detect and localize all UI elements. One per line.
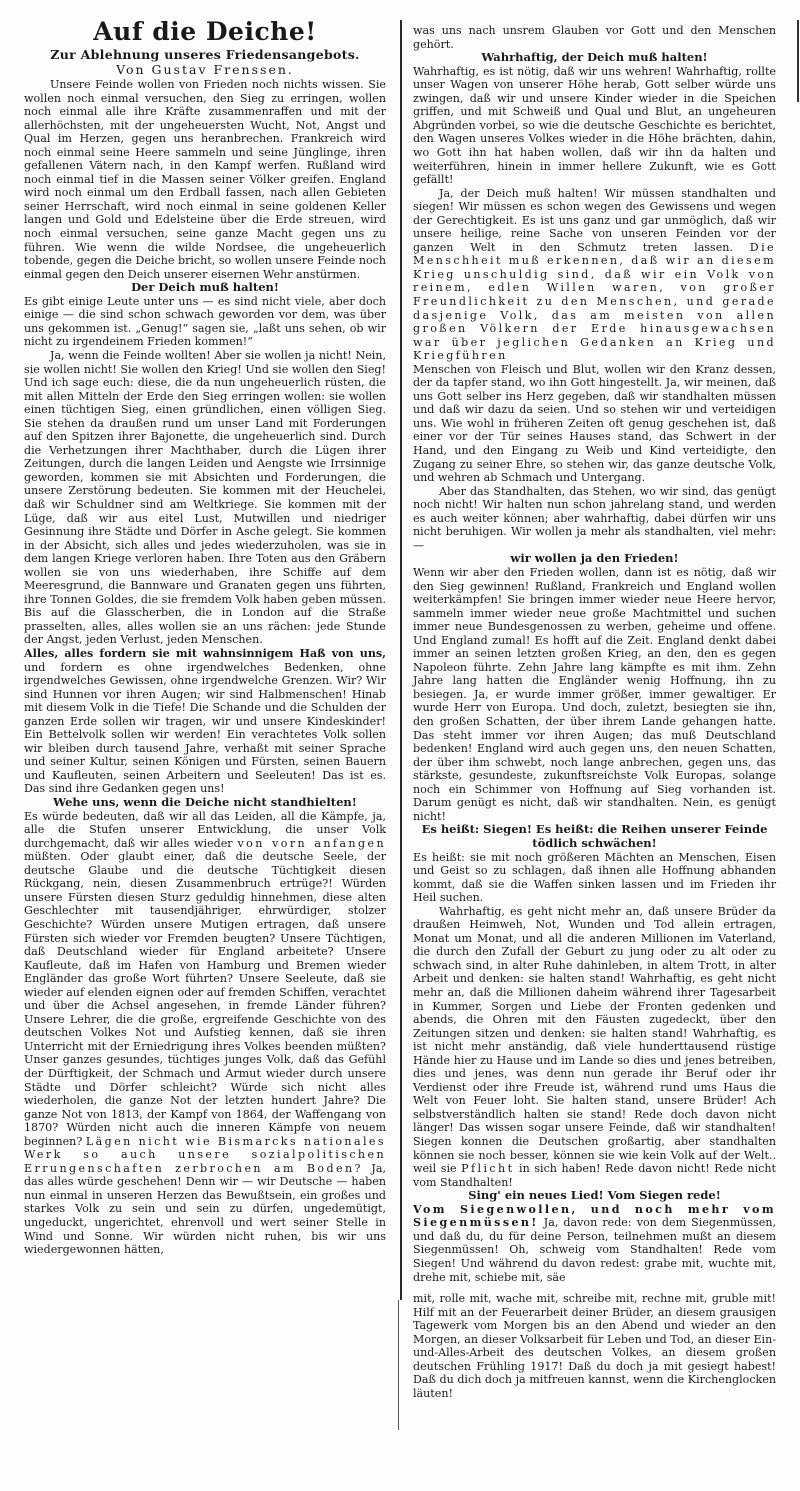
column-gap	[413, 1284, 776, 1292]
paragraph-text: Ja, der Deich muß halten! Wir müssen standhalten und siegen! Wir müssen es schon wegen des Gewissens und wegen der Gerechtigkeit. Es ist uns ganz und gar unmöglich, daß wir unsere heilige, reine Sache von unseren Feinden vor der ganzen Welt in den Schmutz treten lassen.	[413, 186, 776, 254]
article-title: Auf die Deiche!	[93, 17, 317, 46]
paragraph-text: Aber das Standhalten, das Stehen, wo wir sind, das genügt noch nicht! Wir halten nun schon jahrelang stand, und werden es auch weiter können; aber wahrhaftig, dabei dürfen wir uns nicht beruhigen. Wir wollen ja mehr als standhalten, viel mehr: —	[413, 484, 776, 552]
article-subtitle: Zur Ablehnung unseres Friedensangebots.	[50, 47, 360, 62]
adjacent-column-rule	[797, 20, 799, 102]
paragraph-text: mit, rolle mit, wache mit, schreibe mit, rechne mit, gruble mit! Hilf mit an der Feuerarbeit deiner Brüder, an diesem grausigen Tagewerk vom Morgen bis an den Abend und wieder an den Morgen, an dieser Volksarbeit für Leben und Tod, an dieser Ein-und-Alles-Arbeit des deutschen Volkes, an diesem großen deutschen Frühling 1917! Daß du doch ja mit gesiegt habest! Daß du dich doch ja mitfreuen kannst, wenn die Kirchenglocken läuten!	[413, 1292, 776, 1400]
article-paragraph	[413, 24, 776, 51]
section-subheading: Wahrhaftig, der Deich muß halten!	[481, 50, 708, 65]
article-paragraph	[413, 566, 776, 823]
paragraph-text: Wenn wir aber den Frieden wollen, dann ist es nötig, daß wir den Sieg gewinnen! Rußland, Frankreich und England wollen weiterkämpfen! Sie bringen immer wieder neue Heere hervor, sammeln immer wieder neue große Machtmittel und suchen immer neue Bundesgenossen zu werben, geheime und offene. Und England zumal! Es hofft auf die Zeit. England denkt dabei immer an seinen letzten großen Krieg, an den, den es gegen Napoleon führte. Zehn Jahre lang kämpfte es mit ihm. Zehn Jahre lang hatten die Engländer wenig Hoffnung, ihn zu besiegen. Ja, er wurde immer größer, immer gewaltiger. Er wurde Herr von Europa. Und doch, zuletzt, besiegten sie ihn, den großen Schatten, der über ihrem Lande gehangen hatte. Das steht immer vor ihren Augen; das muß Deutschland bedenken! England wird auch gegen uns, den neuen Schatten, der über ihm schwebt, noch lange anbrechen, gegen uns, das stärkste, gesundeste, zukunftsreichste Volk Europas, solange noch ein Schimmer von Hoffnung auf Sieg vorhanden ist. Darum genügt es nicht, daß wir standhalten. Nein, es genügt nicht!	[413, 565, 776, 823]
paragraph-text: Ja, davon rede: von dem Siegenmüssen, und daß du, du für deine Person, teilnehmen mußt an diesem Siegenmüssen! Oh, schweig vom Standhalten! Rede vom Siegen! Und während du davon redest: grabe mit, wuchte mit, drehe mit, schiebe mit, säe	[413, 1216, 776, 1284]
left-column	[24, 18, 386, 1257]
column-divider	[400, 20, 402, 1300]
paragraph-text: Ja, das alles würde geschehen! Denn wir — wir Deutsche — haben nun einmal in unseren Herzen das Bewußtsein, ein großes und starkes Volk zu sein und sein zu dürfen, ungedemütigt, ungeduckt, ungerichtet, ehrenvoll und wert seiner Stelle in Wind und Sonne. Wir würden nicht ruhen, bis wir uns wiedergewonnen hätten,	[24, 1161, 386, 1257]
section-subheading: wir wollen ja den Frieden!	[510, 551, 679, 566]
spaced-emphasis-text: von vorn anfangen	[237, 836, 386, 850]
article-paragraph	[24, 78, 386, 281]
emphasized-text: Alles, alles fordern sie mit wahnsinnigem Haß von uns,	[24, 647, 386, 661]
section-subheading: Es heißt: Siegen! Es heißt: die Reihen unserer Feinde tödlich schwächen!	[421, 822, 768, 850]
paragraph-text: Es gibt einige Leute unter uns — es sind nicht viele, aber doch einige — die sind schon schwach geworden vor dem, was über uns gekommen ist. „Genug!“ sagen sie, „laßt uns sehen, ob wir nicht zu irgendeinem Frieden kommen!“	[24, 294, 386, 349]
column-divider-lower	[398, 1300, 399, 1430]
section-subheading: Der Deich muß halten!	[131, 280, 279, 295]
paragraph-text: Wahrhaftig, es ist nötig, daß wir uns wehren! Wahrhaftig, rollte unser Wagen von unserer Höhe herab, Gott selber würde uns zwingen, daß wir und unsere Kinder wieder in die Speichen griffen, und mit Schweiß und Qual und Blut, an ungeheuren Abgründen vorbei, so wie die deutsche Geschichte es berichtet, den Wagen unseres Volkes wieder in die Höhe brächten, dahin, wo Gott ihn hat haben wollen, daß wir ihn da halten und weiterführen, hinein in immer hellere Zukunft, wie es Gott gefällt!	[413, 64, 776, 187]
spaced-emphasis-text: Vom Siegenwollen, und noch mehr vom Siegenmüssen!	[413, 1202, 776, 1230]
paragraph-text: Wahrhaftig, es geht nicht mehr an, daß unsere Brüder da draußen Heimweh, Not, Wunden und Tod allein ertragen, Monat um Monat, und all die anderen Millionen im Vaterland, die durch den Zufall der Geburt zu jung oder zu alt oder zu schwach sind, in alter Ruhe dahinleben, in altem Trott, in alter Arbeit und denken: sie halten stand! Wahrhaftig, es geht nicht mehr an, daß die Millionen daheim während ihrer Tagesarbeit in Kummer, Sorgen und Liebe der Fronten gedenken und abends, die Ohren mit den Fäusten zugedeckt, über den Zeitungen sitzen und denken: sie halten stand! Wahrhaftig, es ist nicht mehr anständig, daß viele hunderttausend rüstige Hände hier zu Hause und im Lande so dies und jenes betreiben, dies und jenes, was denn nun gerade ihr Beruf oder ihr Verdienst oder ihre Freude ist, während rund ums Haus die Welt von Feuer loht. Sie halten stand, unsere Brüder! Ach selbstverständlich halten sie stand! Rede doch davon nicht länger! Das wissen sogar unsere Feinde, daß wir standhalten! Siegen konnen die Deutschen großartig, aber standhalten können sie noch besser, können sie wie kein Volk auf der Welt.. weil sie	[413, 904, 776, 1176]
article-byline: Von Gustav Frenssen.	[116, 62, 294, 77]
section-subheading: Wehe uns, wenn die Deiche nicht standhielten!	[53, 795, 357, 810]
article-paragraph	[413, 1292, 776, 1400]
article-paragraph	[413, 363, 776, 485]
spaced-emphasis-text: Lägen nicht wie Bismarcks nationales Werk so auch unsere sozialpolitischen Errungenschaften zerbrochen am Boden?	[24, 1134, 386, 1175]
article-paragraph	[413, 485, 776, 553]
paragraph-text: Ja, wenn die Feinde wollten! Aber sie wollen ja nicht! Nein, sie wollen nicht! Sie wollen den Krieg! Und sie wollen den Sieg! Und ich sage euch: diese, die da nun ungeheuerlich rüsten, die mit allen Mitteln der Erde den Sieg erringen wollen: sie wollen einen tüchtigen Sieg, einen gründlichen, einen völligen Sieg. Sie stehen da draußen rund um unser Land mit Forderungen auf den Spitzen ihrer Bajonette, die ungeheuerlich sind. Durch die Verhetzungen ihrer Machthaber, durch die Lügen ihrer Zeitungen, durch die langen Leiden und Aengste wie Irrsinnige geworden, kommen sie mit Absichten und Forderungen, die unsere Zerstörung bedeuten. Sie kommen mit der Heuchelei, daß wir Schuldner sind am Weltkriege. Sie kommen mit der Lüge, daß wir aus eitel Lust, Mutwillen und niedriger Gesinnung ihre Städte und Dörfer in Asche gelegt. Sie kommen in der Absicht, sich alles und jedes wiederzuholen, was sie in dem langen Kriege verloren haben. Ihre Toten aus den Gräbern wollen sie von uns wiederhaben, ihre Schiffe auf dem Meeresgrund, die Bannware und Granaten gegen uns führten, ihre Tonnen Goldes, die sie fremdem Volk haben geben müssen. Bis auf die Glasscherben, die in London auf die Straße prasselten, alles, alles wollen sie an uns rächen: jede Stunde der Angst, jeden Verlust, jeden Menschen.	[24, 348, 386, 647]
section-subheading: Sing' ein neues Lied! Vom Siegen rede!	[468, 1188, 721, 1203]
paragraph-text: Es heißt: sie mit noch größeren Mächten an Menschen, Eisen und Geist so zu schlagen, daß ihnen alle Hoffnung abhanden kommt, daß sie die Waffen sinken lassen und im Frieden ihr Heil suchen.	[413, 850, 776, 905]
article-paragraph	[413, 905, 776, 1189]
left-column-body	[24, 78, 386, 1257]
article-paragraph	[24, 647, 386, 796]
article-paragraph	[413, 1203, 776, 1284]
right-column	[413, 24, 776, 1400]
article-paragraph	[24, 349, 386, 647]
article-paragraph	[24, 810, 386, 1257]
right-column-body	[413, 24, 776, 1400]
paragraph-text: müßten. Oder glaubt einer, daß die deutsche Seele, der deutsche Glaube und die deutsche Tüchtigkeit diesen Rückgang, nein, diesen Zusammenbruch ertrüge?! Würden unsere Fürsten diesen Sturz geduldig hinnehmen, diese alten Geschlechter mit tausendjähriger, ehrwürdiger, stolzer Geschichte? Würden unsere Mutigen ertragen, daß unsere Fürsten sich wieder vor Fremden beugten? Unsere Tüchtigen, daß Deutschland wieder für England arbeitete? Unsere Kaufleute, daß im Hafen von Hamburg und Bremen wieder Engländer das große Wort führten? Unsere Seeleute, daß sie wieder auf elenden eignen oder auf fremden Schiffen, verachtet und über die Achsel angesehen, in fremde Länder führen? Unsere Lehrer, die die große, ergreifende Geschichte von des deutschen Volkes Not und Aufstieg kennen, daß sie ihren Unterricht mit der Erniedrigung ihres Volkes beenden müßten? Unser ganzes gesundes, tüchtiges junges Volk, daß das Gefühl der Dürftigkeit, der Schmach und Armut wieder durch unsere Städte und Dörfer schleicht? Würde sich nicht alles wiederholen, die ganze Not der letzten hundert Jahre? Die ganze Not von 1813, der Kampf von 1864, der Waffengang von 1870? Würden nicht auch die inneren Kämpfe von neuem beginnen?	[24, 850, 386, 1148]
paragraph-text: was uns nach unsrem Glauben vor Gott und den Menschen gehört.	[413, 24, 776, 51]
paragraph-text: Menschen von Fleisch und Blut, wollen wir den Kranz dessen, der da tapfer stand, wo ihn Gott hingestellt. Ja, wir meinen, daß uns Gott selber ins Herz gegeben, daß wir standhalten müssen und daß wir dazu da seien. Und so stehen wir und verteidigen uns. Wie wohl in früheren Zeiten oft genug geschehen ist, daß einer vor der Tür seines Hauses stand, das Schwert in der Hand, und den Eingang zu Weib und Kind verteidigte, den Zugang zu seiner Ehre, so stehen wir, das ganze deutsche Volk, und wehren ab Schmach und Untergang.	[413, 362, 776, 485]
paragraph-text: Unsere Feinde wollen von Frieden noch nichts wissen. Sie wollen noch einmal versuchen, den Sieg zu erringen, wollen noch einmal alle ihre Kräfte zusammenraffen und mit der allerhöchsten, mit der ungeheuersten Wucht, Not, Angst und Qual im Herzen, gegen uns heranbrechen. Frankreich wird noch einmal seine Heere sammeln und seine Jünglinge, ihren gefallenen Vätern nach, in den Kampf werfen. Rußland wird noch einmal tief in die Massen seiner Völker greifen. England wird noch einmal um den Erdball fassen, nach allen Gebieten seiner Herrschaft, wird noch einmal in seine goldenen Keller langen und Gold und Edelsteine über die Erde streuen, wird noch einmal versuchen, seine ganze Macht gegen uns zu führen. Wie wenn die wilde Nordsee, die ungeheuerlich tobende, gegen die Deiche bricht, so wollen unsere Feinde noch einmal gegen den Deich unserer eisernen Wehr anstürmen.	[24, 78, 386, 281]
spaced-emphasis-text: Pflicht	[461, 1162, 515, 1176]
article-paragraph	[413, 65, 776, 187]
spaced-emphasis-text: Die Menschheit muß erkennen, daß wir an diesem Krieg unschuldig sind, daß wir ein Volk von reinem, edlen Willen waren, von großer Freundlichkeit zu den Menschen, und gerade dasjenige Volk, das am meisten von allen großen Völkern der Erde hinausgewachsen war über jeglichen Gedanken an Krieg und Kriegführen	[413, 240, 776, 363]
article-paragraph	[413, 851, 776, 905]
article-paragraph	[24, 295, 386, 349]
article-paragraph	[413, 187, 776, 363]
paragraph-text: Es würde bedeuten, daß wir all das Leiden, all die Kämpfe, ja, alle die Stufen unserer Entwicklung, die unser Volk durchgemacht, daß wir alles wieder	[24, 809, 386, 850]
paragraph-text: und fordern es ohne irgendwelches Bedenken, ohne irgendwelches Gewissen, ohne irgendwelche Grenzen. Wir? Wir sind Hunnen vor ihren Augen; wir sind Halbmenschen! Hinab mit diesem Volk in die Tiefe! Die Schande und die Schulden der ganzen Erde sollen wir tragen, wir und unsere Kindeskinder! Ein Bettelvolk sollen wir werden! Ein verachtetes Volk sollen wir bleiben durch tausend Jahre, verhaßt mit seiner Sprache und seiner Kultur, seinen Königen und Fürsten, seinen Bauern und Kaufleuten, seinen Arbeitern und Seeleuten! Das ist es. Das sind ihre Gedanken gegen uns!	[24, 660, 386, 796]
paragraph-text: in sich haben! Rede davon nicht! Rede nicht vom Standhalten!	[413, 1162, 776, 1189]
